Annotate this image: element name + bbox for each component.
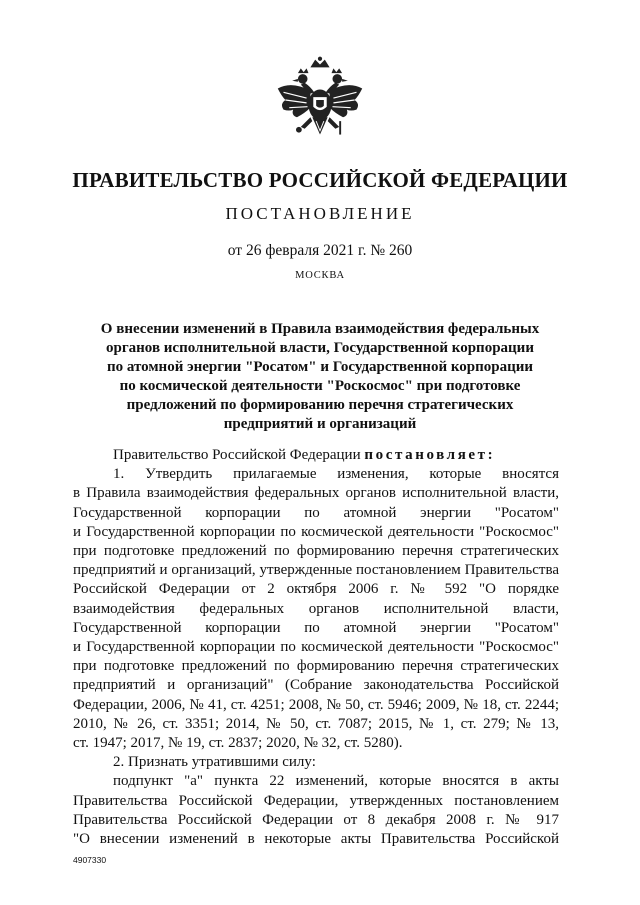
preamble bbox=[73, 446, 559, 465]
body-line: ст. 1947; 2017, № 19, ст. 2837; 2020, № 32, ст. 5280). bbox=[73, 735, 403, 752]
body-line: в Правила взаимодействия федеральных органов исполнительной власти, bbox=[73, 485, 559, 502]
body-line: 1. Утвердить прилагаемые изменения, которые вносятся bbox=[113, 466, 559, 483]
body-line: Правительства Российской Федерации от 8 декабря 2008 г. № 917 bbox=[73, 811, 559, 828]
body-line: и Государственной корпорации по космической деятельности "Роскосмос" bbox=[73, 523, 559, 540]
government-title: ПРАВИТЕЛЬСТВО РОССИЙСКОЙ ФЕДЕРАЦИИ bbox=[72, 168, 568, 192]
body-line: предприятий и организаций, утвержденные постановлением Правительства bbox=[73, 562, 559, 579]
coat-of-arms-icon bbox=[272, 52, 368, 148]
preamble-text: Правительство Российской Федерации bbox=[113, 447, 365, 463]
body-line: Российской Федерации от 2 октября 2006 г. № 592 "О порядке bbox=[73, 581, 559, 598]
body-line: Правительства Российской Федерации, утвержденных постановлением bbox=[73, 792, 559, 809]
body-line: взаимодействия федеральных органов исполнительной власти, bbox=[73, 600, 559, 617]
subject-line: предложений по формированию перечня стратегических bbox=[126, 397, 514, 413]
preamble-emphasis: постановляет: bbox=[364, 447, 496, 463]
body-line: подпункт "а" пункта 22 изменений, которые вносятся в акты bbox=[113, 773, 559, 790]
body-line: Федерации, 2006, № 41, ст. 4251; 2008, № 50, ст. 5946; 2009, № 18, ст. 2244; bbox=[73, 696, 559, 713]
subject-line: предприятий и организаций bbox=[223, 416, 417, 432]
document-date-number: от 26 февраля 2021 г. № 260 bbox=[227, 242, 413, 259]
body-line: предприятий и организаций" (Собрание законодательства Российской bbox=[73, 677, 559, 694]
document-code: 4907330 bbox=[73, 855, 107, 865]
subject-line: органов исполнительной власти, Государственной корпорации bbox=[106, 340, 534, 356]
body-line: при подготовке предложений по формированию перечня стратегических bbox=[73, 658, 559, 675]
subject-line: по космической деятельности "Роскосмос" при подготовке bbox=[119, 378, 521, 394]
body-line: 2010, № 26, ст. 3351; 2014, № 50, ст. 7087; 2015, № 1, ст. 279; № 13, bbox=[73, 715, 559, 732]
body-line: Государственной корпорации по атомной энергии "Росатом" bbox=[73, 504, 559, 521]
subject-line: О внесении изменений в Правила взаимодействия федеральных bbox=[100, 321, 540, 337]
document-type: ПОСТАНОВЛЕНИЕ bbox=[225, 204, 415, 223]
body-line: 2. Признать утратившими силу: bbox=[113, 754, 316, 771]
double-headed-eagle-icon bbox=[272, 52, 368, 148]
body-line: при подготовке предложений по формированию перечня стратегических bbox=[73, 543, 559, 560]
document-body bbox=[73, 446, 559, 849]
body-line: Государственной корпорации по атомной энергии "Росатом" bbox=[73, 619, 559, 636]
document-subject bbox=[70, 320, 570, 434]
document-city: МОСКВА bbox=[295, 270, 345, 281]
body-line: "О внесении изменений в некоторые акты Правительства Российской bbox=[73, 831, 559, 848]
body-line: и Государственной корпорации по космической деятельности "Роскосмос" bbox=[73, 639, 559, 656]
subject-line: по атомной энергии "Росатом" и Государственной корпорации bbox=[106, 359, 534, 375]
